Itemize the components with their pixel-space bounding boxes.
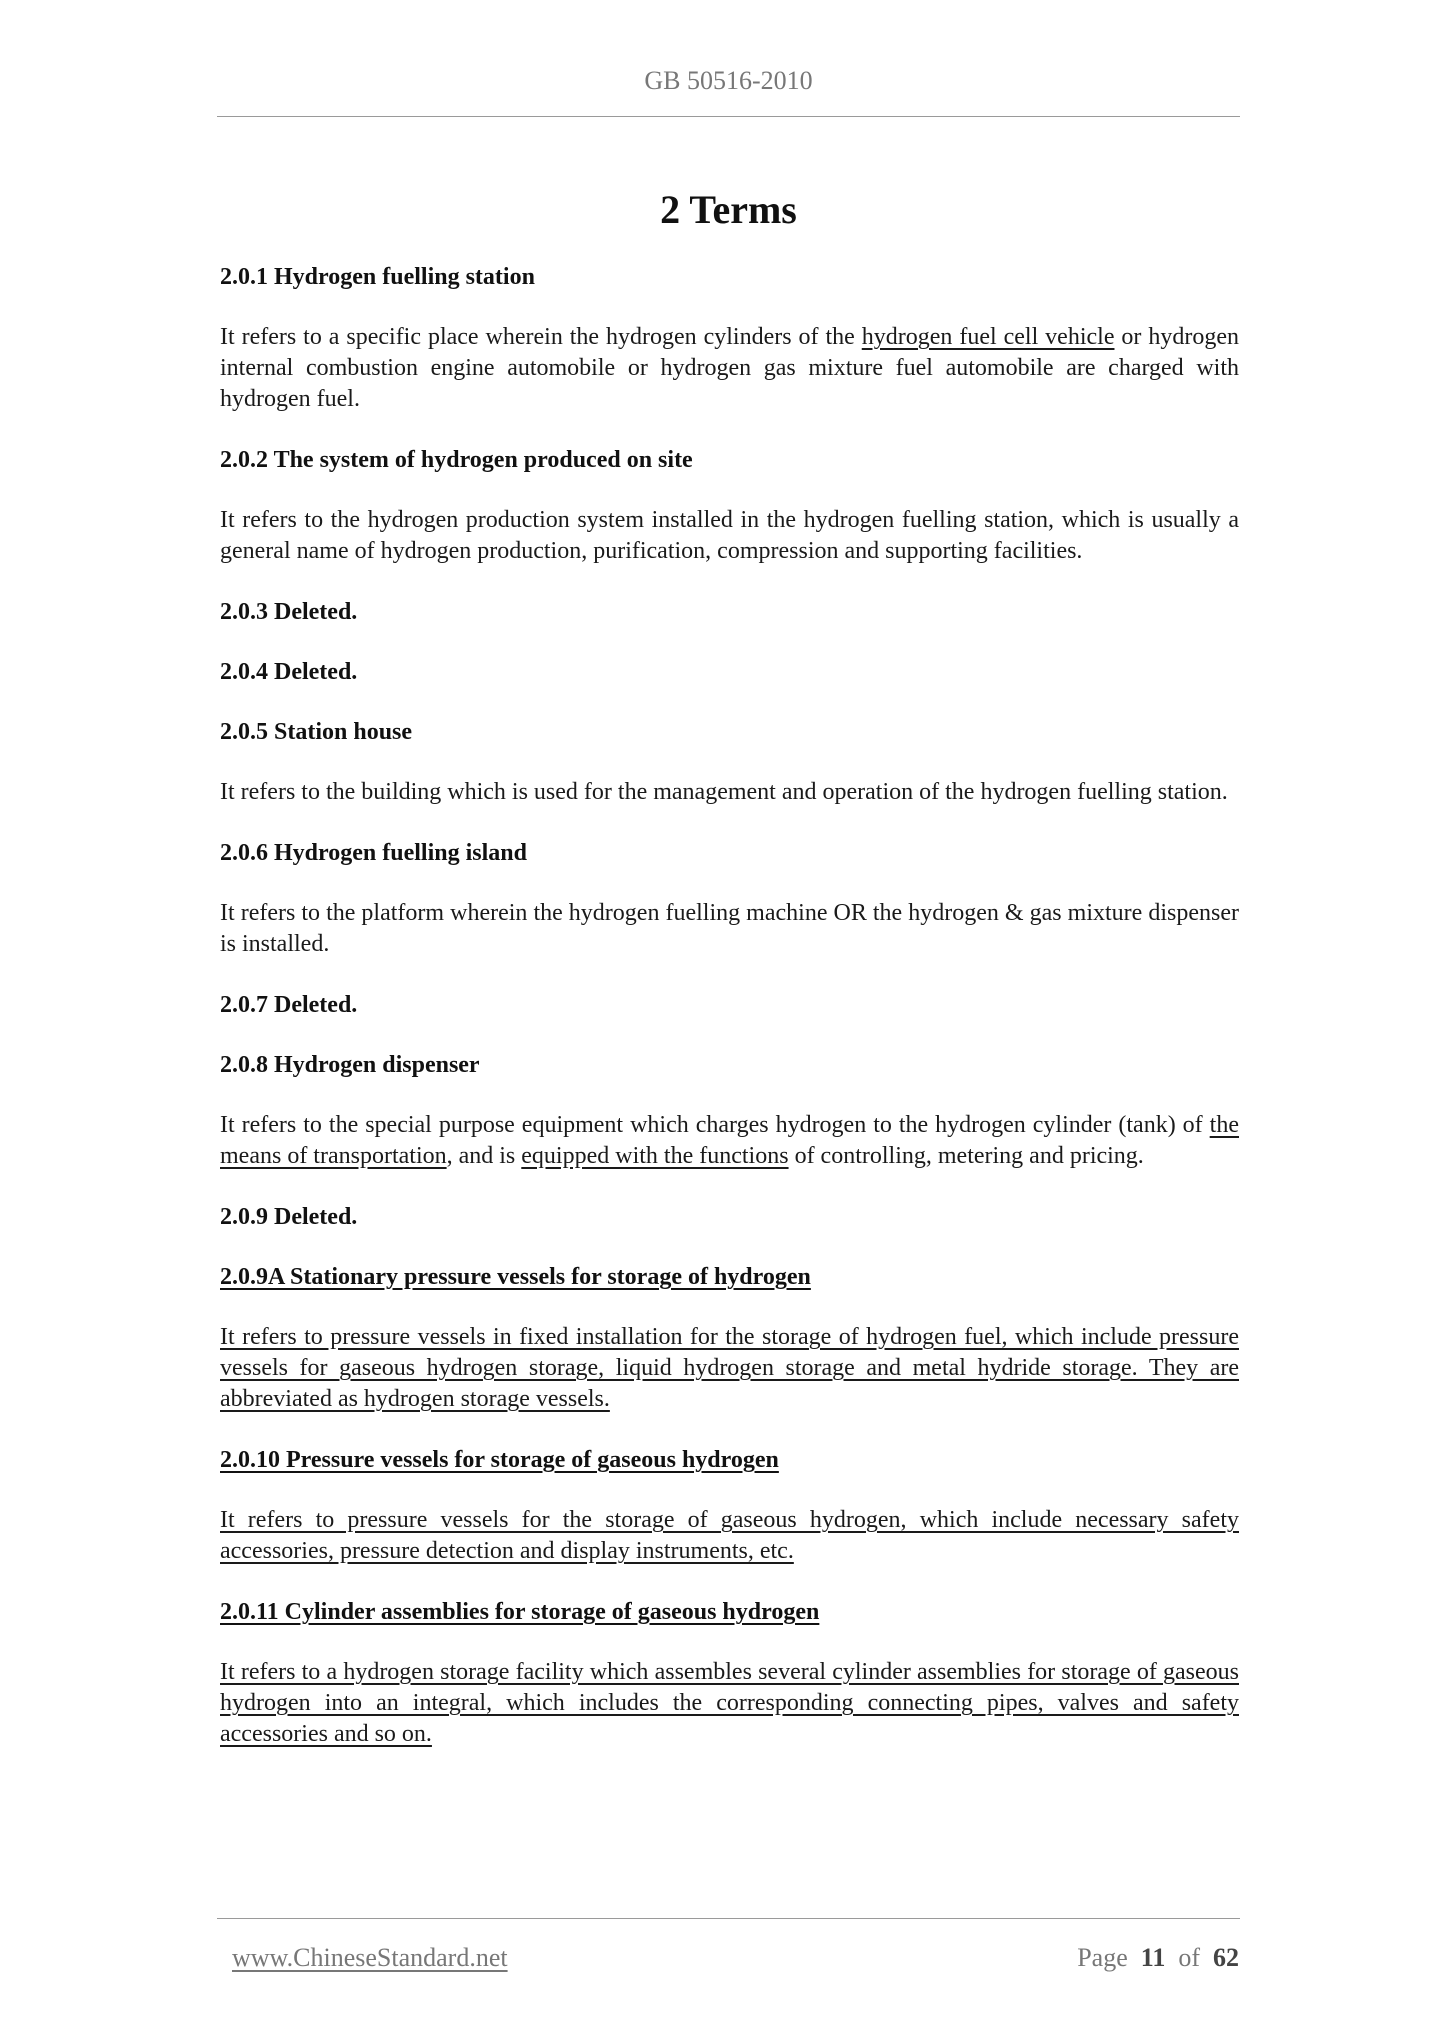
page-of: of — [1178, 1943, 1200, 1972]
page-number — [1077, 1943, 1239, 1973]
term-heading-2-0-9a: 2.0.9A Stationary pressure vessels for storage of hydrogen — [220, 1264, 811, 1290]
term-text: It refers to the special purpose equipment which charges hydrogen to the hydrogen cylinder (tank) of — [220, 1112, 1210, 1138]
underlined-phrase: equipped with the functions — [521, 1143, 789, 1169]
term-heading-2-0-10: 2.0.10 Pressure vessels for storage of gaseous hydrogen — [220, 1447, 779, 1473]
page-current: 11 — [1140, 1943, 1166, 1972]
term-body-2-0-10: It refers to pressure vessels for the storage of gaseous hydrogen, which include necessary safety accessories, pressure detection and display instruments, etc. — [220, 1507, 1239, 1564]
page-total: 62 — [1213, 1943, 1239, 1972]
term-heading-2-0-3: 2.0.3 Deleted. — [220, 599, 358, 625]
term-heading-2-0-11: 2.0.11 Cylinder assemblies for storage of gaseous hydrogen — [220, 1599, 820, 1625]
term-body-2-0-11: It refers to a hydrogen storage facility which assembles several cylinder assemblies for storage of gaseous hydrogen into an integral, which includes the corresponding connecting pipes, valves and safety accessories and so on. — [220, 1659, 1239, 1747]
term-text: It refers to a specific place wherein the hydrogen cylinders of the — [220, 324, 862, 350]
running-header: GB 50516-2010 — [644, 66, 813, 95]
term-body-2-0-8 — [220, 1110, 1239, 1172]
underlined-phrase: hydrogen fuel cell vehicle — [861, 324, 1115, 350]
term-text: or hydrogen internal combustion engine automobile or hydrogen gas mixture fuel automobile are charged with hydrogen fuel. — [220, 324, 1240, 412]
term-heading-2-0-8: 2.0.8 Hydrogen dispenser — [220, 1052, 480, 1078]
term-text: , and is — [446, 1143, 522, 1169]
header-divider — [217, 116, 1240, 117]
term-body-2-0-1 — [220, 322, 1239, 415]
page-label: Page — [1077, 1943, 1128, 1972]
footer-divider — [217, 1918, 1240, 1919]
term-heading-2-0-5: 2.0.5 Station house — [220, 719, 413, 745]
term-heading-2-0-7: 2.0.7 Deleted. — [220, 992, 358, 1018]
term-heading-2-0-4: 2.0.4 Deleted. — [220, 659, 358, 685]
term-heading-2-0-6: 2.0.6 Hydrogen fuelling island — [220, 840, 527, 866]
term-body-2-0-6: It refers to the platform wherein the hydrogen fuelling machine OR the hydrogen & gas mixture dispenser is installed. — [220, 900, 1239, 957]
term-body-2-0-5: It refers to the building which is used for the management and operation of the hydrogen fuelling station. — [220, 779, 1228, 805]
underlined-phrase: the means of transportation — [220, 1112, 1239, 1169]
term-heading-2-0-2: 2.0.2 The system of hydrogen produced on site — [220, 447, 693, 473]
footer-site-link[interactable]: www.ChineseStandard.net — [232, 1943, 508, 1972]
term-heading-2-0-1: 2.0.1 Hydrogen fuelling station — [220, 264, 535, 290]
chapter-title: 2 Terms — [660, 187, 797, 232]
term-body-2-0-9a: It refers to pressure vessels in fixed installation for the storage of hydrogen fuel, which include pressure vessels for gaseous hydrogen storage, liquid hydrogen storage and metal hydride storage. They are abbreviated as hydrogen storage vessels. — [220, 1324, 1239, 1412]
term-heading-2-0-9: 2.0.9 Deleted. — [220, 1204, 358, 1230]
terms-list — [220, 262, 1239, 1780]
term-body-2-0-2: It refers to the hydrogen production system installed in the hydrogen fuelling station, which is usually a general name of hydrogen production, purification, compression and supporting facilities. — [220, 507, 1239, 564]
term-text: of controlling, metering and pricing. — [788, 1143, 1144, 1169]
